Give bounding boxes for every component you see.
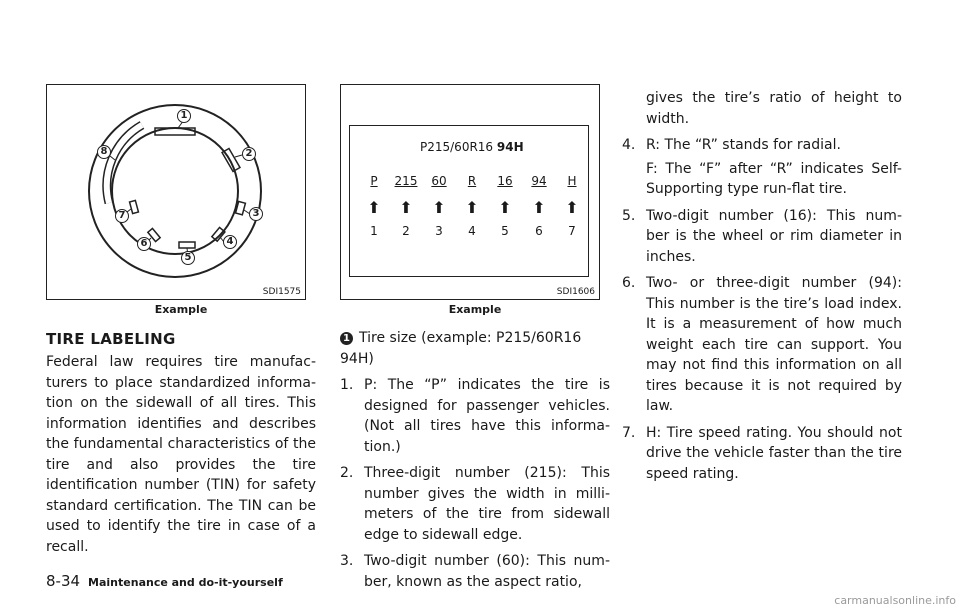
list-item-continued <box>622 88 902 129</box>
list-number: 2. <box>340 465 354 481</box>
part-number: 5 <box>501 224 509 238</box>
size-part: 215 <box>394 174 418 188</box>
tire-size-item <box>340 328 610 369</box>
list-item <box>340 463 610 545</box>
tire-sidewall-figure <box>46 84 306 300</box>
arrow-up-icon: ⬆ <box>367 198 381 217</box>
footer-section: Maintenance and do-it-yourself <box>88 576 283 589</box>
arrow-up-icon: ⬆ <box>465 198 479 217</box>
section-body: Federal law requires tire manufac-turers to place standardized informa-tion on the sidewall of all tires. This information identifies and describes the fundamental characteristics of the tire and also provides the tire identification number (TIN) for safety standard certification. The TIN can be used to identify the tire in case of a recall. <box>46 354 316 555</box>
list-item <box>340 375 610 457</box>
part-number: 3 <box>435 224 443 238</box>
list-text: Two-digit number (60): This num-ber, known as the aspect ratio, <box>364 553 610 590</box>
part-number: 6 <box>535 224 543 238</box>
list-text: R: The “R” stands for radial. <box>646 137 841 153</box>
column-left <box>46 84 316 557</box>
tire-size-main: P215/60R16 <box>420 140 497 154</box>
list-number: 7. <box>622 424 636 441</box>
list-text: P: The “P” indicates the tire is designed for passenger vehicles. (Not all tires have this informa-tion.) <box>364 377 610 455</box>
callout-label: 8 <box>97 145 111 159</box>
list-number: 6. <box>622 275 636 291</box>
size-part: R <box>467 174 477 188</box>
arrow-row <box>350 198 588 216</box>
page-number: 8-34 <box>46 572 81 590</box>
tire-size-box <box>349 125 589 277</box>
list-subtext: F: The “F” after “R” indicates Self-Supporting type run-flat tire. <box>646 160 902 197</box>
arrow-up-icon: ⬆ <box>432 198 446 217</box>
list-number: 3. <box>340 553 354 569</box>
list-text: Two- or three-digit number (94): This number is the tire’s load index. It is a measurement of how much weight each tire can support. You may not find this information on all tires because it is not required by law. <box>646 275 902 414</box>
list-item <box>622 206 902 268</box>
figure-caption: Example <box>154 303 208 316</box>
arrow-up-icon: ⬆ <box>532 198 546 217</box>
letter-row <box>350 174 588 192</box>
part-number: 4 <box>468 224 476 238</box>
callout-label: 3 <box>249 207 263 221</box>
size-part: 94 <box>531 174 547 188</box>
callout-label: 2 <box>242 147 256 161</box>
list-text: Three-digit number (215): This number gives the width in milli-meters of the tire from sidewall edge to sidewall edge. <box>364 465 610 543</box>
list-item <box>622 423 902 485</box>
tire-sidewall-diagram <box>47 85 304 285</box>
list-item <box>622 135 902 200</box>
callout-label: 4 <box>223 235 237 249</box>
figure-caption: Example <box>448 303 502 316</box>
callout-label: 1 <box>177 109 191 123</box>
part-number: 2 <box>402 224 410 238</box>
tire-size-item-text: Tire size (example: P215/60R16 94H) <box>340 330 582 367</box>
list-number: 5. <box>622 207 636 224</box>
list-text: gives the tire’s ratio of height to width. <box>646 90 902 127</box>
arrow-up-icon: ⬆ <box>498 198 512 217</box>
arrow-up-icon: ⬆ <box>399 198 413 217</box>
item-marker: 1 <box>340 332 353 345</box>
callout-label: 7 <box>115 209 129 223</box>
part-number: 1 <box>370 224 378 238</box>
part-number: 7 <box>568 224 576 238</box>
figure-code: SDI1606 <box>556 287 595 297</box>
size-part: 16 <box>497 174 513 188</box>
tire-size-figure <box>340 84 600 300</box>
column-right <box>622 88 902 490</box>
list-number: 4. <box>622 137 636 153</box>
tire-size-bold: 94H <box>496 140 524 154</box>
size-part: H <box>567 174 577 188</box>
callout-label: 5 <box>181 251 195 265</box>
number-row <box>350 224 588 242</box>
column-middle <box>340 84 610 598</box>
watermark: carmanualsonline.info <box>834 594 956 607</box>
callout-label: 6 <box>137 237 151 251</box>
list-item <box>340 551 610 592</box>
figure-code: SDI1575 <box>262 287 301 297</box>
arrow-up-icon: ⬆ <box>565 198 579 217</box>
list-number: 1. <box>340 377 354 393</box>
size-part: 60 <box>431 174 447 188</box>
page-footer <box>46 572 283 590</box>
list-text: Two-digit number (16): This num-ber is the wheel or rim diameter in inches. <box>646 207 902 265</box>
size-part: P <box>370 174 378 188</box>
tire-size-text <box>420 140 524 154</box>
tire-size-list <box>340 375 610 592</box>
section-heading: TIRE LABELING <box>46 330 176 348</box>
list-text: H: Tire speed rating. You should not drive the vehicle faster than the tire speed rating. <box>646 424 902 482</box>
list-item <box>622 273 902 417</box>
